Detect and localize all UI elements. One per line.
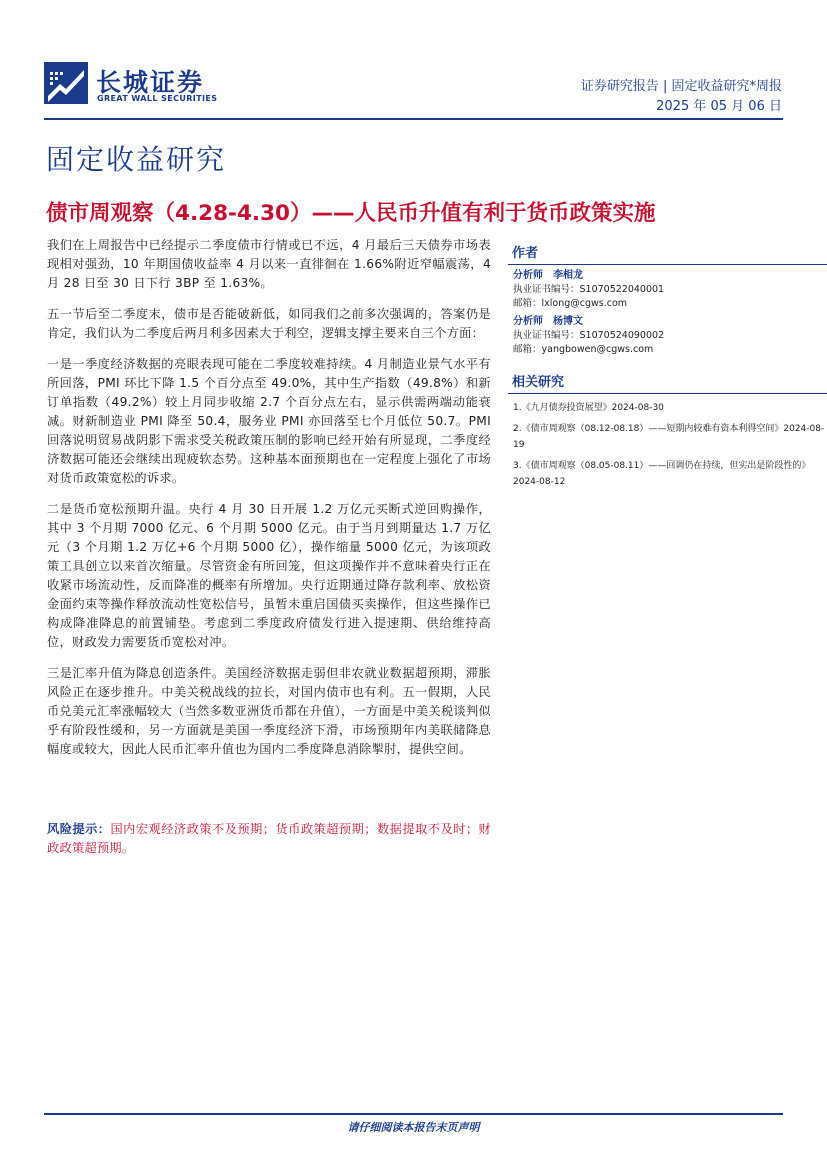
main-body <box>47 236 491 771</box>
body-paragraph: 我们在上周报告中已经提示二季度债市行情或已不远，4 月最后三天债券市场表现相对强劲，10 年期国债收益率 4 月以来一直徘徊在 1.66%附近窄幅震荡，4 月 28 日至 30 日下行 3BP 至 1.63%。 <box>47 238 491 290</box>
analyst-name: 分析师 杨博文 <box>513 316 583 327</box>
body-paragraph: 五一节后至二季度末，债市是否能破新低，如同我们之前多次强调的，答案仍是肯定，我们认为二季度后两月利多因素大于利空，逻辑支撑主要来自三个方面： <box>47 307 491 340</box>
footer-disclaimer: 请仔细阅读本报告末页声明 <box>347 1121 480 1134</box>
authors-heading: 作者 <box>508 238 827 265</box>
footer-divider <box>44 1113 783 1115</box>
report-type: 证券研究报告 | 固定收益研究*周报 <box>580 79 782 94</box>
report-title: 债市周观察（4.28-4.30）——人民币升值有利于货币政策实施 <box>46 201 656 226</box>
body-paragraph: 二是货币宽松预期升温。央行 4 月 30 日开展 1.2 万亿元买断式逆回购操作，其中 3 个月期 7000 亿元、6 个月期 5000 亿元。由于当月到期量达 1.7 万亿元（3 个月期 1.2 万亿+6 个月期 5000 亿），操作缩量 5000 亿元，为该项政策工具创立以来首次缩量。尽管资金有所回笼，但这项操作并不意味着央行正在收紧市场流动性，反而降准的概率有所增加。央行近期通过降存款利率、放松资金面约束等操作释放流动性宽松信号，虽暂未重启国债买卖操作，但这些操作已构成降准降息的前置铺垫。考虑到二季度政府债发行进入提速期、供给维持高位，财政发力需要货币宽松对冲。 <box>47 502 491 649</box>
related-item[interactable]: 3.《债市周观察（08.05-08.11）——回调仍在持续，但实出是阶段性的》2024-08-12 <box>513 461 811 487</box>
related-list <box>513 400 827 490</box>
risk-warning <box>47 820 491 858</box>
analyst-license: 执业证书编号：S1070522040001 <box>513 284 665 295</box>
related-heading: 相关研究 <box>508 367 827 394</box>
report-date: 2025 年 05 月 06 日 <box>656 99 782 114</box>
brand-name: 长城证券 <box>96 68 205 97</box>
analyst-card <box>513 269 827 311</box>
risk-text: 国内宏观经济政策不及预期；货币政策超预期；数据提取不及时；财政政策超预期。 <box>47 822 492 855</box>
related-item[interactable]: 1.《九月债券投资展望》2024-08-30 <box>513 403 664 413</box>
analyst-card <box>513 315 827 357</box>
section-title: 固定收益研究 <box>46 143 227 176</box>
body-paragraph: 三是汇率升值为降息创造条件。美国经济数据走弱但非农就业数据超预期，滞胀风险正在逐步推升。中美关税战线的拉长，对国内债市也有利。五一假期，人民币兑美元汇率涨幅较大（当然多数亚洲货币都在升值），一方面是中美关税谈判似乎有阶段性缓和，另一方面就是美国一季度经济下滑，市场预期年内美联储降息幅度或较大，因此人民币汇率升值也为国内二季度降息消除掣肘，提供空间。 <box>47 666 491 756</box>
analyst-email[interactable]: 邮箱：yangbowen@cgws.com <box>513 344 654 355</box>
analyst-name: 分析师 李相龙 <box>513 270 583 281</box>
related-item[interactable]: 2.《债市周观察（08.12-08.18）——短期内较难有资本利得空间》2024-08-19 <box>513 424 825 450</box>
analyst-email[interactable]: 邮箱：lxlong@cgws.com <box>513 298 628 309</box>
great-wall-logo-icon <box>44 62 88 104</box>
analyst-license: 执业证书编号：S1070524090002 <box>513 330 665 341</box>
header-divider <box>44 118 783 120</box>
sidebar <box>508 238 827 495</box>
brand-logo <box>44 62 244 108</box>
risk-label: 风险提示： <box>47 822 111 836</box>
body-paragraph: 一是一季度经济数据的亮眼表现可能在二季度较难持续。4 月制造业景气水平有所回落，PMI 环比下降 1.5 个百分点至 49.0%，其中生产指数（49.8%）和新订单指数（49.2%）较上月同步收缩 2.7 个百分点左右，显示供需两端动能衰减。财新制造业 PMI 降至 50.4，服务业 PMI 亦回落至七个月低位 50.7。PMI 回落说明贸易战阴影下需求受关税政策压制的影响已经开始有所显现，二季度经济数据可能还会继续出现疲软态势。这种基本面预期也在一定程度上强化了市场对货币政策宽松的诉求。 <box>47 357 491 485</box>
brand-name-en: GREAT WALL SECURITIES <box>97 94 218 103</box>
